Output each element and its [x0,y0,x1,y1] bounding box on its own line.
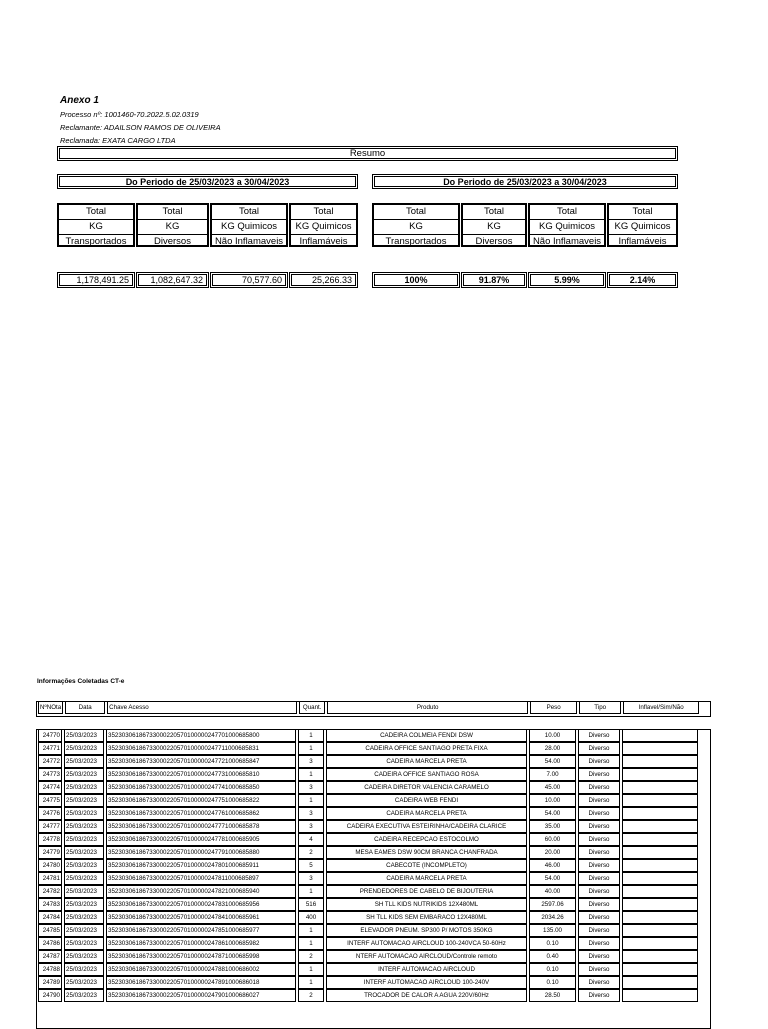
table-cell: 35230306186733000220570100000247701000685800 [106,729,296,742]
table-cell: Diverso [578,755,620,768]
ct-header-cell: Produto [327,701,528,714]
claimant: Reclamante: ADAILSON RAMOS DE OLIVEIRA [60,123,221,132]
table-cell: 1 [298,924,324,937]
table-cell: 0.10 [529,976,576,989]
table-cell: 516 [298,898,324,911]
summary-header-line: KG [138,220,207,235]
ct-header-cell: Data [65,701,105,714]
table-cell: 25/03/2023 [64,937,104,950]
table-row [38,729,698,742]
table-cell: 25/03/2023 [64,794,104,807]
summary-header-line: Transportados [65,236,127,247]
table-cell: 1 [298,885,324,898]
summary-header-line: KG [374,220,458,235]
table-row [38,755,698,768]
table-cell: 25/03/2023 [64,885,104,898]
table-row [38,872,698,885]
table-cell: CADEIRA COLMEIA FENDI DSW [326,729,527,742]
table-cell [622,859,698,872]
table-row [38,950,698,963]
pct-diversos: 91.87% [461,272,527,288]
table-cell: 35230306186733000220570100000247881000686002 [106,963,296,976]
value-nao-inflamaveis: 70,577.60 [210,272,288,288]
summary-header-line: KG Quimicos [609,220,676,235]
table-cell: NTERF AUTOMACAO AIRCLOUD/Controle remoto [326,950,527,963]
table-cell [622,924,698,937]
table-row [38,963,698,976]
table-cell: 400 [298,911,324,924]
table-cell: 2 [298,950,324,963]
annex-title: Anexo 1 [60,95,99,106]
table-cell: 25/03/2023 [64,859,104,872]
summary-header-right-1 [461,203,527,247]
table-cell [622,885,698,898]
ct-header-cell: Chave Acesso [107,701,297,714]
ct-header-cell: Tipo [579,701,621,714]
table-cell: 5 [298,859,324,872]
table-cell: 35230306186733000220570100000247791000685880 [106,846,296,859]
info-title: Informações Coletadas CT-e [37,678,125,685]
table-cell: 24776 [38,807,62,820]
table-cell [622,898,698,911]
table-cell: CADEIRA MARCELA PRETA [326,807,527,820]
table-cell: 35230306186733000220570100000247891000686018 [106,976,296,989]
table-cell: 4 [298,833,324,846]
ct-header-cell: Inflavel/Sim/Não [623,701,699,714]
table-cell: 54.00 [529,807,576,820]
table-cell: 24783 [38,898,62,911]
summary-header-line: Total [291,205,356,220]
table-cell: CADEIRA DIRETOR VALENCIA CARAMELO [326,781,527,794]
table-cell: Diverso [578,885,620,898]
table-cell: 35230306186733000220570100000247811000685897 [106,872,296,885]
table-row [38,859,698,872]
table-cell: Diverso [578,768,620,781]
summary-header-line: Transportados [385,236,447,247]
summary-header-line: Total [212,205,286,220]
table-cell: Diverso [578,911,620,924]
table-cell: 3 [298,781,324,794]
table-cell: 25/03/2023 [64,872,104,885]
table-cell: 24772 [38,755,62,768]
table-cell [622,950,698,963]
table-cell: 35230306186733000220570100000247781000685905 [106,833,296,846]
table-cell: 24781 [38,872,62,885]
table-cell [622,820,698,833]
table-cell: 35230306186733000220570100000247861000685982 [106,937,296,950]
table-cell: 2034.26 [529,911,576,924]
ct-header-cell: NºNOta [38,701,63,714]
table-cell: Diverso [578,820,620,833]
table-cell: CADEIRA OFFICE SANTIAGO PRETA FIXA [326,742,527,755]
table-cell: Diverso [578,794,620,807]
table-cell: 3 [298,807,324,820]
table-cell: 25/03/2023 [64,742,104,755]
ct-header-cell: Quant. [299,701,325,714]
summary-header-line: Inflamáveis [299,236,348,247]
summary-header-line: Total [138,205,207,220]
table-cell: TROCADOR DE CALOR A AGUA 220V/60Hz [326,989,527,1002]
table-cell: 35230306186733000220570100000247741000685850 [106,781,296,794]
table-cell: 25/03/2023 [64,729,104,742]
table-cell [622,742,698,755]
pct-transportados: 100% [372,272,460,288]
table-row [38,768,698,781]
table-cell: Diverso [578,833,620,846]
defendant: Reclamada: EXATA CARGO LTDA [60,136,176,145]
summary-header-right-0 [372,203,460,247]
table-cell: 1 [298,794,324,807]
table-cell: 24785 [38,924,62,937]
table-cell: 2 [298,989,324,1002]
table-cell: ELEVADOR PNEUM. SP300 P/ MOTOS 350KG [326,924,527,937]
value-total-diversos: 1,082,647.32 [136,272,209,288]
value-total-transportados: 1,178,491.25 [57,272,135,288]
periodo-right: Do Periodo de 25/03/2023 a 30/04/2023 [372,174,678,189]
table-row [38,976,698,989]
table-cell: 35230306186733000220570100000247761000685862 [106,807,296,820]
table-cell: 24770 [38,729,62,742]
table-cell [622,768,698,781]
ct-body-table [36,729,700,1002]
table-cell: 0.40 [529,950,576,963]
table-cell [622,989,698,1002]
table-cell [622,937,698,950]
summary-header-left-0 [57,203,135,247]
table-cell: 54.00 [529,872,576,885]
table-cell: 10.00 [529,794,576,807]
table-cell: CADEIRA EXECUTIVA ESTEIRINHA/CADEIRA CLARICE [326,820,527,833]
table-cell: 25/03/2023 [64,898,104,911]
table-cell: Diverso [578,989,620,1002]
table-cell: Diverso [578,963,620,976]
table-cell: 24780 [38,859,62,872]
summary-header-line: KG [59,220,133,235]
summary-header-left-2 [210,203,288,247]
table-cell: 0.10 [529,963,576,976]
table-cell: 1 [298,768,324,781]
table-cell: 40.00 [529,885,576,898]
table-row [38,794,698,807]
table-cell: 35230306186733000220570100000247831000685956 [106,898,296,911]
table-cell: Diverso [578,846,620,859]
table-cell: 28.50 [529,989,576,1002]
table-cell: 35230306186733000220570100000247751000685822 [106,794,296,807]
table-cell [622,807,698,820]
table-cell: 35230306186733000220570100000247821000685940 [106,885,296,898]
ct-header-row [38,701,699,714]
table-cell: 25/03/2023 [64,755,104,768]
table-cell: 135.00 [529,924,576,937]
summary-header-line: KG Quimicos [530,220,604,235]
table-cell [622,755,698,768]
table-cell [622,833,698,846]
table-cell: SH TLL KIDS SEM EMBARACO 12X480ML [326,911,527,924]
table-cell: Diverso [578,924,620,937]
table-cell: 35230306186733000220570100000247871000685998 [106,950,296,963]
summary-header-line: Total [374,205,458,220]
table-cell: 35230306186733000220570100000247851000685977 [106,924,296,937]
summary-header-left-3 [289,203,358,247]
table-cell: 1 [298,937,324,950]
table-cell: INTERF AUTOMACAO AIRCLOUD 100-240V [326,976,527,989]
table-cell [622,781,698,794]
process-number: Processo nº: 1001460-70.2022.5.02.0319 [60,110,199,119]
table-row [38,820,698,833]
table-cell: 3 [298,820,324,833]
table-cell: 2 [298,846,324,859]
table-cell: 35.00 [529,820,576,833]
table-cell: CADEIRA RECEPCAO ESTOCOLMO [326,833,527,846]
table-cell: Diverso [578,937,620,950]
summary-header-right-2 [528,203,606,247]
table-cell: Diverso [578,729,620,742]
table-cell: 25/03/2023 [64,924,104,937]
table-cell: 1 [298,976,324,989]
table-cell: CABECOTE (INCOMPLETO) [326,859,527,872]
table-cell: 24778 [38,833,62,846]
table-cell: Diverso [578,976,620,989]
table-cell: 25/03/2023 [64,807,104,820]
table-cell: 24774 [38,781,62,794]
summary-header-line: Diversos [475,236,513,247]
table-cell: 25/03/2023 [64,950,104,963]
summary-header-line: Total [59,205,133,220]
summary-header-line: Não Inflamaveis [532,236,602,247]
table-cell: Diverso [578,807,620,820]
table-row [38,833,698,846]
ct-header-cell: Peso [530,701,577,714]
summary-header-line: Não Inflamaveis [214,236,284,247]
table-cell: 24788 [38,963,62,976]
table-cell: 24782 [38,885,62,898]
summary-header-line: Total [609,205,676,220]
table-row [38,898,698,911]
table-cell: Diverso [578,742,620,755]
table-cell: 24789 [38,976,62,989]
table-cell: 1 [298,729,324,742]
table-cell: 45.00 [529,781,576,794]
table-cell: MESA EAMES DSW 90CM BRANCA CHANFRADA [326,846,527,859]
table-cell: 25/03/2023 [64,833,104,846]
table-row [38,742,698,755]
table-row [38,885,698,898]
table-cell: 24777 [38,820,62,833]
table-cell: Diverso [578,781,620,794]
summary-header-line: Total [530,205,604,220]
table-cell: 1 [298,963,324,976]
table-cell [622,976,698,989]
summary-header-line: Inflamáveis [618,236,667,247]
table-cell: 24771 [38,742,62,755]
table-cell: 35230306186733000220570100000247841000685961 [106,911,296,924]
ct-header-table [36,701,701,714]
table-cell: INTERF AUTOMACAO AIRCLOUD 100-240VCA 50-60Hz [326,937,527,950]
table-cell: CADEIRA MARCELA PRETA [326,755,527,768]
table-cell: 0.10 [529,937,576,950]
table-cell: 54.00 [529,755,576,768]
table-cell: CADEIRA MARCELA PRETA [326,872,527,885]
resumo-header: Resumo [57,146,678,161]
table-cell: Diverso [578,859,620,872]
table-cell: INTERF AUTOMACAO AIRCLOUD [326,963,527,976]
value-inflamaveis: 25,266.33 [289,272,358,288]
table-cell: 24787 [38,950,62,963]
table-cell: CADEIRA WEB FENDI [326,794,527,807]
table-row [38,937,698,950]
summary-header-line: Diversos [154,236,191,247]
table-cell: 25/03/2023 [64,820,104,833]
pct-inflamaveis: 2.14% [607,272,678,288]
pct-nao-inflamaveis: 5.99% [528,272,606,288]
table-cell: 25/03/2023 [64,911,104,924]
table-cell: 10.00 [529,729,576,742]
table-cell: Diverso [578,872,620,885]
table-cell: 24779 [38,846,62,859]
table-cell: 24786 [38,937,62,950]
table-cell: 25/03/2023 [64,976,104,989]
table-row [38,924,698,937]
table-cell: 25/03/2023 [64,781,104,794]
table-cell: 2597.06 [529,898,576,911]
table-cell: 28.00 [529,742,576,755]
table-cell [622,963,698,976]
table-cell: 3 [298,872,324,885]
summary-header-line: Total [463,205,525,220]
table-cell: 35230306186733000220570100000247711000685831 [106,742,296,755]
table-cell: PRENDEDORES DE CABELO DE BIJOUTERIA [326,885,527,898]
periodo-left: Do Periodo de 25/03/2023 a 30/04/2023 [57,174,358,189]
table-cell: 20.00 [529,846,576,859]
table-cell: 25/03/2023 [64,768,104,781]
table-cell: 46.00 [529,859,576,872]
table-cell: 24775 [38,794,62,807]
table-cell: Diverso [578,898,620,911]
table-cell [622,794,698,807]
table-row [38,781,698,794]
table-row [38,846,698,859]
table-cell: 35230306186733000220570100000247721000685847 [106,755,296,768]
table-cell: 24773 [38,768,62,781]
table-cell: 1 [298,742,324,755]
table-cell [622,846,698,859]
table-cell: 35230306186733000220570100000247731000685810 [106,768,296,781]
summary-header-line: KG Quimicos [212,220,286,235]
table-cell [622,729,698,742]
table-row [38,911,698,924]
table-cell: 60.00 [529,833,576,846]
table-cell: 25/03/2023 [64,846,104,859]
summary-header-line: KG Quimicos [291,220,356,235]
table-cell: SH TLL KIDS NUTRIKIDS 12X480ML [326,898,527,911]
table-row [38,989,698,1002]
table-cell: 35230306186733000220570100000247901000686027 [106,989,296,1002]
summary-header-line: KG [463,220,525,235]
table-cell: 7.00 [529,768,576,781]
table-cell: 25/03/2023 [64,963,104,976]
table-cell: 25/03/2023 [64,989,104,1002]
table-cell [622,911,698,924]
table-cell: 3 [298,755,324,768]
table-cell [622,872,698,885]
table-cell: 24790 [38,989,62,1002]
summary-header-left-1 [136,203,209,247]
table-cell: 35230306186733000220570100000247771000685878 [106,820,296,833]
summary-header-right-3 [607,203,678,247]
table-cell: CADEIRA OFFICE SANTIAGO ROSA [326,768,527,781]
table-cell: 24784 [38,911,62,924]
table-cell: 35230306186733000220570100000247801000685911 [106,859,296,872]
table-cell: Diverso [578,950,620,963]
table-row [38,807,698,820]
